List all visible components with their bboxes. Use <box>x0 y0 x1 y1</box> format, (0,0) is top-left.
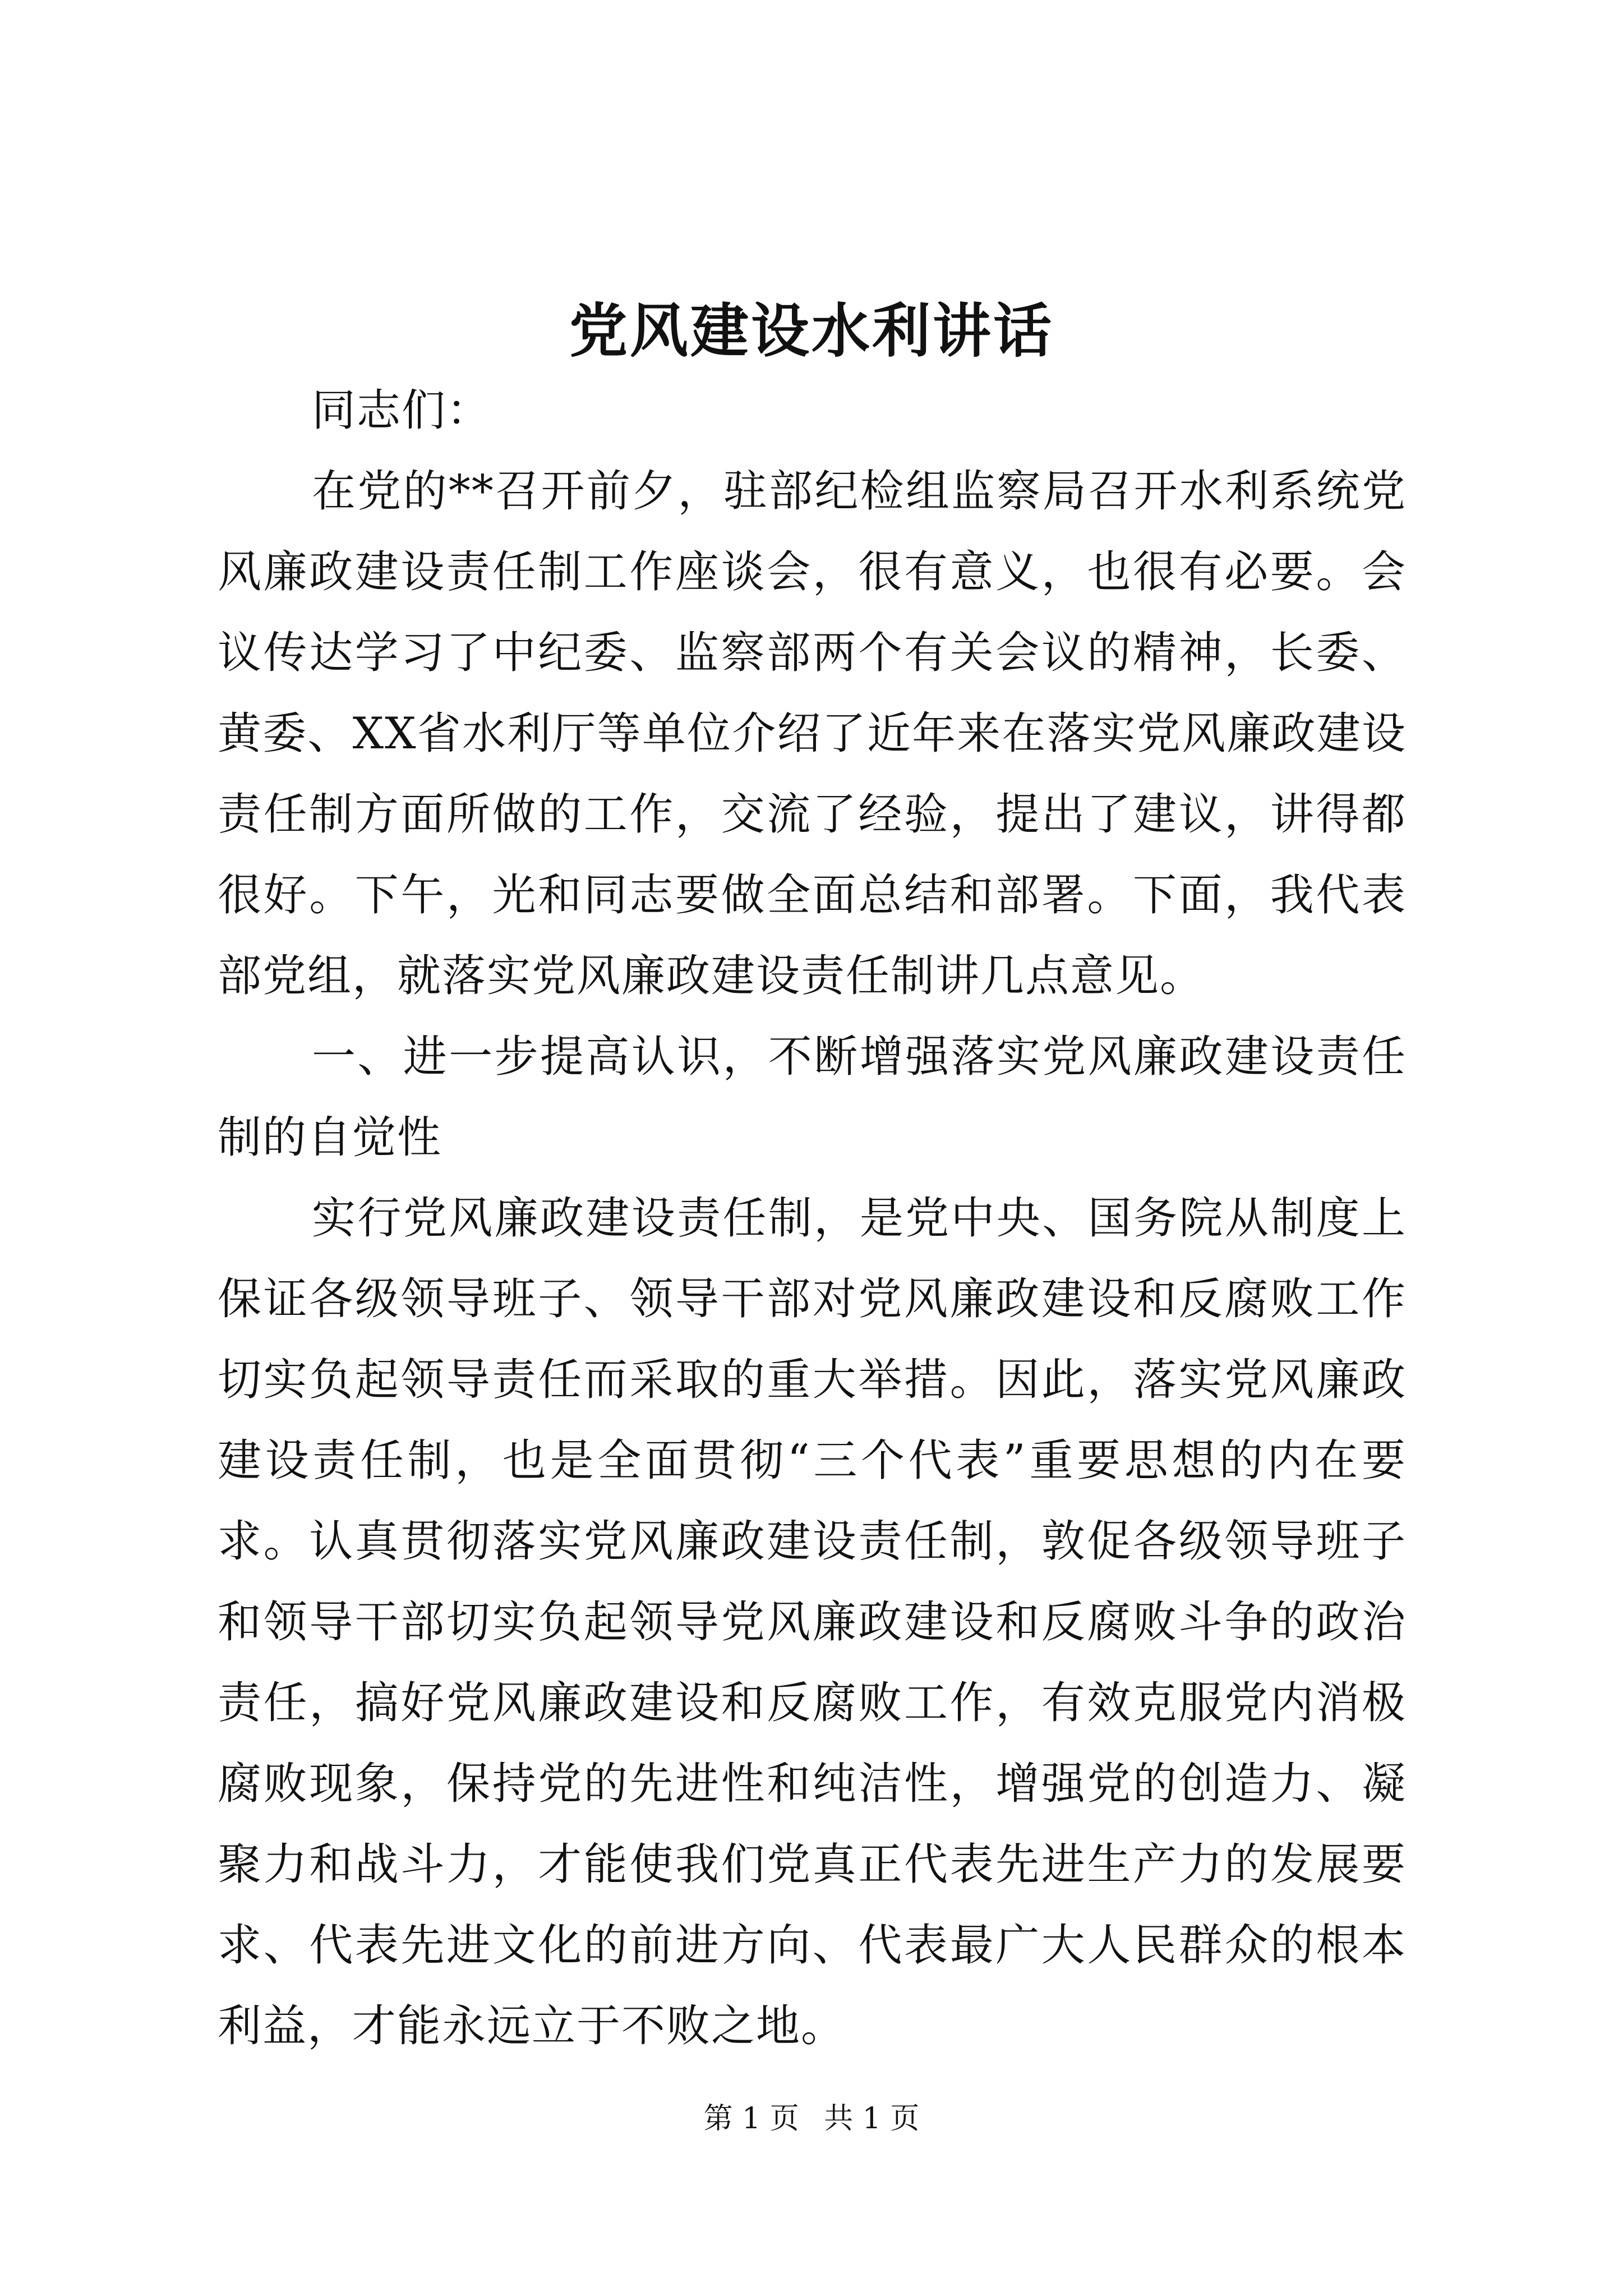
page-footer <box>0 2099 1623 2138</box>
page-total: 共 1 页 <box>824 2102 920 2136</box>
document-body <box>218 370 1407 2067</box>
document-title: 党风建设水利讲话 <box>569 296 1054 365</box>
paragraph-section-1: 实行党风廉政建设责任制，是党中央、国务院从制度上保证各级领导班子、领导干部对党风廉政建设和反腐败工作切实负起领导责任而采取的重大举措。因此，落实党风廉政建设责任制，也是全面贯彻“三个代表”重要思想的内在要求。认真贯彻落实党风廉政建设责任制，敦促各级领导班子和领导干部切实负起领导党风廉政建设和反腐败斗争的政治责任，搞好党风廉政建设和反腐败工作，有效克服党内消极腐败现象，保持党的先进性和纯洁性，增强党的创造力、凝聚力和战斗力，才能使我们党真正代表先进生产力的发展要求、代表先进文化的前进方向、代表最广大人民群众的根本利益，才能永远立于不败之地。 <box>218 1193 1407 2051</box>
page-number: 第 1 页 <box>703 2102 799 2136</box>
salutation: 同志们： <box>312 385 492 436</box>
paragraph-intro: 在党的**召开前夕，驻部纪检组监察局召开水利系统党风廉政建设责任制工作座谈会，很有意义，也很有必要。会议传达学习了中纪委、监察部两个有关会议的精神，长委、黄委、XX省水利厅等单位介绍了近年来在落实党风廉政建设责任制方面所做的工作，交流了经验，提出了建议，讲得都很好。下午，光和同志要做全面总结和部署。下面，我代表部党组，就落实党风廉政建设责任制讲几点意见。 <box>218 466 1407 1001</box>
section-heading-1: 一、进一步提高认识，不断增强落实党风廉政建设责任制的自觉性 <box>218 1032 1407 1163</box>
